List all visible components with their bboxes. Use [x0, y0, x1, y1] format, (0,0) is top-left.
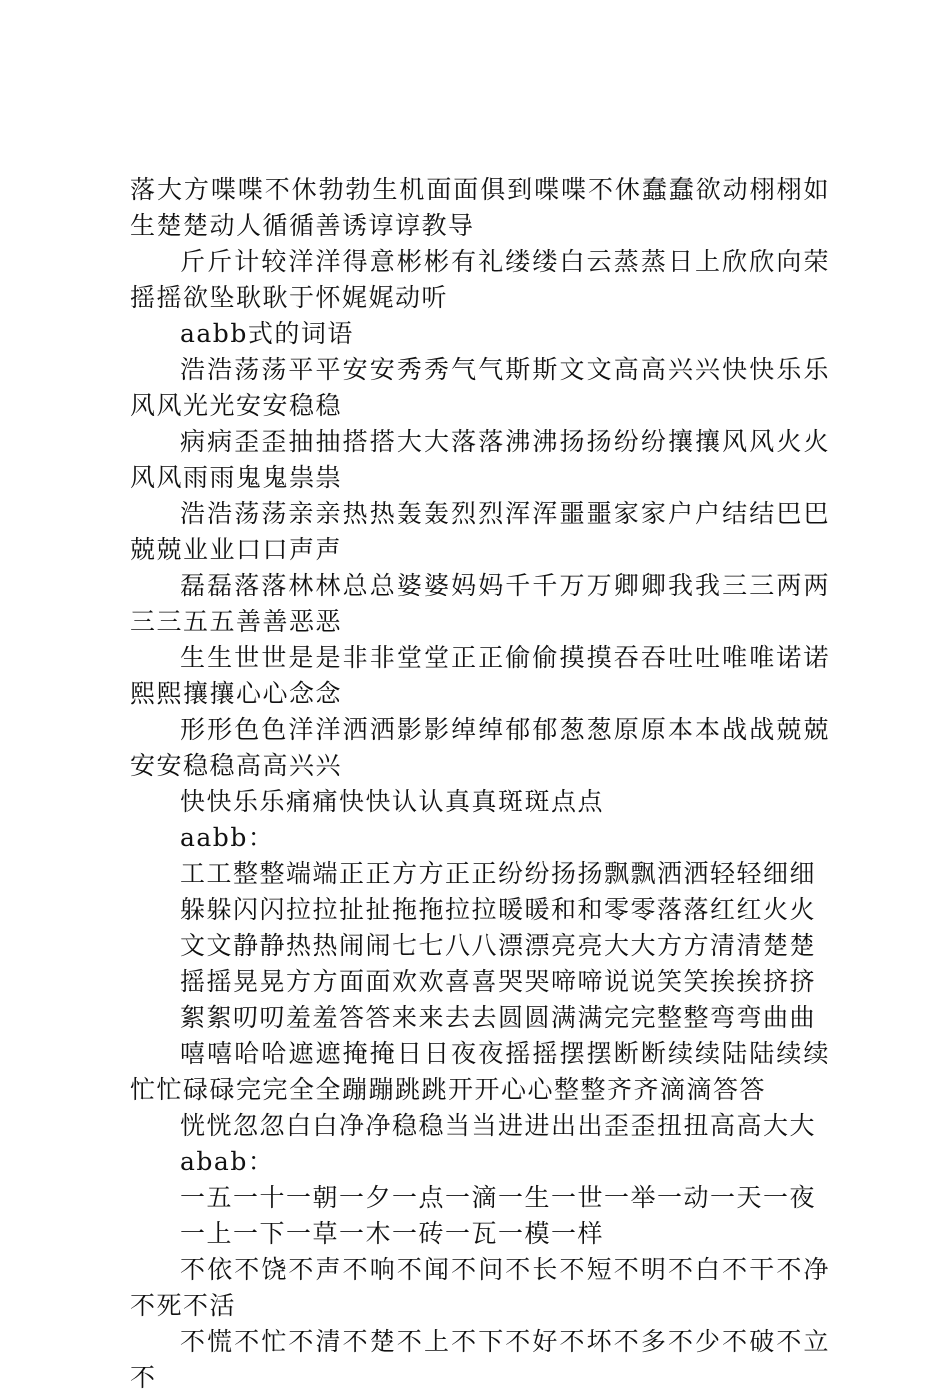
- paragraph: 生生世世是是非非堂堂正正偷偷摸摸吞吞吐吐唯唯诺诺熙熙攘攘心心念念: [130, 643, 830, 708]
- section-heading-aabb: aabb：: [180, 823, 275, 852]
- paragraph: 落大方喋喋不休勃勃生机面面俱到喋喋不休蠢蠢欲动栩栩如生楚楚动人循循善诱谆谆教导: [130, 175, 830, 240]
- paragraph: 工工整整端端正正方方正正纷纷扬扬飘飘洒洒轻轻细细: [180, 859, 817, 888]
- paragraph: 不依不饶不声不响不闻不问不长不短不明不白不干不净不死不活: [130, 1255, 830, 1320]
- paragraph: 一上一下一草一木一砖一瓦一模一样: [180, 1219, 605, 1248]
- paragraph: 磊磊落落林林总总婆婆妈妈千千万万卿卿我我三三两两三三五五善善恶恶: [130, 571, 830, 636]
- paragraph: 浩浩荡荡亲亲热热轰轰烈烈浑浑噩噩家家户户结结巴巴兢兢业业口口声声: [130, 499, 830, 564]
- paragraph: 形形色色洋洋洒洒影影绰绰郁郁葱葱原原本本战战兢兢安安稳稳高高兴兴: [130, 715, 830, 780]
- document-body: [130, 172, 830, 1396]
- paragraph: 文文静静热热闹闹七七八八漂漂亮亮大大方方清清楚楚: [180, 931, 817, 960]
- paragraph: 躲躲闪闪拉拉扯扯拖拖拉拉暖暖和和零零落落红红火火: [180, 895, 817, 924]
- paragraph: 病病歪歪抽抽搭搭大大落落沸沸扬扬纷纷攘攘风风火火风风雨雨鬼鬼祟祟: [130, 427, 830, 492]
- paragraph: 浩浩荡荡平平安安秀秀气气斯斯文文高高兴兴快快乐乐风风光光安安稳稳: [130, 355, 830, 420]
- section-heading-abab: abab：: [180, 1147, 275, 1176]
- paragraph: 絮絮叨叨羞羞答答来来去去圆圆满满完完整整弯弯曲曲: [180, 1003, 817, 1032]
- paragraph: 恍恍忽忽白白净净稳稳当当进进出出歪歪扭扭高高大大: [180, 1111, 817, 1140]
- paragraph: 快快乐乐痛痛快快认认真真斑斑点点: [180, 787, 605, 816]
- paragraph: 不慌不忙不清不楚不上不下不好不坏不多不少不破不立不: [130, 1327, 830, 1392]
- paragraph: 嘻嘻哈哈遮遮掩掩日日夜夜摇摇摆摆断断续续陆陆续续忙忙碌碌完完全全蹦蹦跳跳开开心心整整齐齐滴滴答答: [130, 1039, 830, 1104]
- paragraph: 摇摇晃晃方方面面欢欢喜喜哭哭啼啼说说笑笑挨挨挤挤: [180, 967, 817, 996]
- paragraph: 斤斤计较洋洋得意彬彬有礼缕缕白云蒸蒸日上欣欣向荣摇摇欲坠耿耿于怀娓娓动听: [130, 247, 830, 312]
- paragraph: 一五一十一朝一夕一点一滴一生一世一举一动一天一夜: [180, 1183, 817, 1212]
- section-heading-aabb-words: aabb式的词语: [180, 319, 354, 348]
